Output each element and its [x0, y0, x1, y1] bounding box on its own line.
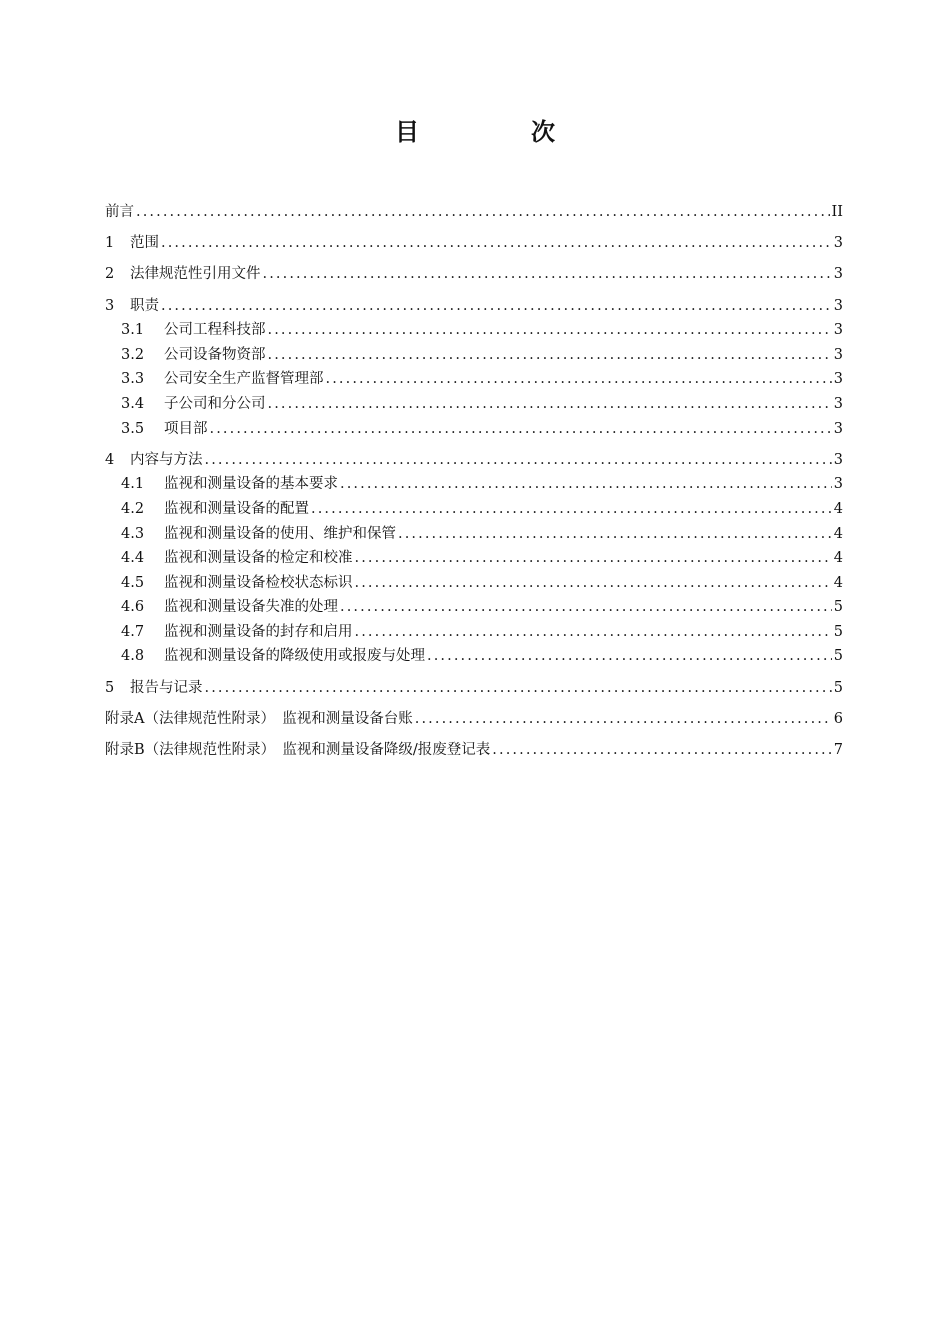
toc-entry-page: 3	[833, 420, 843, 437]
dot-leader	[340, 472, 832, 497]
dot-leader	[136, 200, 830, 225]
toc-entry-number: 4.6	[121, 599, 145, 616]
toc-entry-3-1[interactable]	[105, 318, 843, 343]
page-title: 目 次	[395, 118, 599, 146]
dot-leader	[161, 294, 832, 319]
toc-entry-title: 公司工程科技部	[164, 322, 266, 339]
toc-entry-4-5[interactable]	[105, 571, 843, 596]
toc-entry-number: 3.3	[121, 371, 145, 388]
toc-entry-number: 3.2	[121, 346, 145, 363]
toc-entry-page: 6	[833, 710, 843, 727]
toc-entry-page: 3	[833, 476, 843, 493]
toc-entry-4-7[interactable]	[105, 620, 843, 645]
toc-entry-title: 监视和测量设备检校状态标识	[164, 574, 353, 591]
toc-entry-3[interactable]	[105, 294, 843, 319]
toc-entry-page: 4	[833, 500, 843, 517]
toc-entry-number: 3.1	[121, 322, 145, 339]
dot-leader	[205, 676, 832, 701]
toc-entry-5[interactable]	[105, 676, 843, 701]
toc-entry-page: 5	[833, 679, 843, 696]
toc-entry-title: 项目部	[164, 420, 208, 437]
toc-entry-3-5[interactable]	[105, 417, 843, 442]
toc-entry-number: 4	[105, 451, 115, 468]
toc-entry-number: 1	[105, 235, 115, 252]
toc-entry-number: 4.5	[121, 574, 145, 591]
dot-leader	[427, 644, 832, 669]
toc-entry-page: 3	[833, 235, 843, 252]
toc-entry-3-3[interactable]	[105, 367, 843, 392]
toc-entry-title: 子公司和分公司	[164, 395, 266, 412]
toc-entry-page: 3	[833, 346, 843, 363]
dot-leader	[355, 620, 832, 645]
toc-entry-title: 监视和测量设备的降级使用或报废与处理	[164, 648, 425, 665]
toc-entry-page: 7	[833, 742, 843, 759]
toc-entry-title: 法律规范性引用文件	[130, 266, 261, 283]
toc-entry-title: 监视和测量设备的检定和校准	[164, 550, 353, 567]
toc-entry-4[interactable]	[105, 448, 843, 473]
toc-entry-title: 监视和测量设备的使用、维护和保管	[164, 525, 396, 542]
toc-entry-4-2[interactable]	[105, 497, 843, 522]
dot-leader	[268, 343, 832, 368]
dot-leader	[210, 417, 832, 442]
toc-entry-number: 4.7	[121, 623, 145, 640]
toc-entry-page: 3	[833, 395, 843, 412]
toc-entry-number: 5	[105, 679, 115, 696]
toc-entry-4-8[interactable]	[105, 644, 843, 669]
dot-leader	[268, 318, 832, 343]
toc-entry-4-6[interactable]	[105, 595, 843, 620]
toc-entry-title: 附录B（法律规范性附录） 监视和测量设备降级/报废登记表	[105, 742, 491, 759]
toc-entry-4-3[interactable]	[105, 522, 843, 547]
toc-entry-preface[interactable]	[105, 200, 843, 225]
toc-entry-number: 4.1	[121, 476, 145, 493]
toc-entry-number: 2	[105, 266, 115, 283]
dot-leader	[205, 448, 832, 473]
toc-entry-page: II	[831, 204, 843, 220]
toc-entry-page: 5	[833, 599, 843, 616]
toc-entry-page: 3	[833, 451, 843, 468]
toc-entry-page: 3	[833, 297, 843, 314]
toc-entry-appendix-a[interactable]	[105, 707, 843, 732]
toc-entry-4-4[interactable]	[105, 546, 843, 571]
toc-entry-number: 3	[105, 297, 115, 314]
dot-leader	[355, 571, 832, 596]
dot-leader	[268, 392, 832, 417]
toc-entry-title: 监视和测量设备失准的处理	[164, 599, 338, 616]
toc-entry-3-2[interactable]	[105, 343, 843, 368]
dot-leader	[398, 522, 832, 547]
dot-leader	[355, 546, 832, 571]
toc-entry-title: 内容与方法	[130, 451, 203, 468]
dot-leader	[492, 738, 831, 763]
toc-entry-title: 监视和测量设备的基本要求	[164, 476, 338, 493]
toc-entry-title: 附录A（法律规范性附录） 监视和测量设备台账	[105, 710, 413, 727]
toc-entry-1[interactable]	[105, 231, 843, 256]
dot-leader	[415, 707, 832, 732]
toc-entry-page: 4	[833, 550, 843, 567]
toc-entry-number: 4.3	[121, 525, 145, 542]
toc-entry-title: 监视和测量设备的封存和启用	[164, 623, 353, 640]
toc-entry-title: 报告与记录	[130, 679, 203, 696]
toc-entry-number: 4.8	[121, 648, 145, 665]
toc-entry-page: 3	[833, 266, 843, 283]
toc-entry-3-4[interactable]	[105, 392, 843, 417]
toc-entry-2[interactable]	[105, 262, 843, 287]
toc-entry-4-1[interactable]	[105, 472, 843, 497]
dot-leader	[311, 497, 832, 522]
toc-entry-title: 公司安全生产监督管理部	[164, 371, 324, 388]
toc-entry-title: 前言	[105, 204, 134, 220]
dot-leader	[326, 367, 832, 392]
toc-entry-page: 4	[833, 525, 843, 542]
dot-leader	[161, 231, 832, 256]
toc-entry-number: 3.5	[121, 420, 145, 437]
toc-entry-title: 范围	[130, 235, 159, 252]
toc-entry-number: 4.4	[121, 550, 145, 567]
toc-entry-page: 3	[833, 371, 843, 388]
toc-entry-title: 监视和测量设备的配置	[164, 500, 309, 517]
toc-entry-page: 4	[833, 574, 843, 591]
toc-entry-page: 5	[833, 623, 843, 640]
toc-entry-number: 3.4	[121, 395, 145, 412]
toc-entry-title: 职责	[130, 297, 159, 314]
dot-leader	[263, 262, 832, 287]
toc-entry-appendix-b[interactable]	[105, 738, 843, 763]
toc-entry-title: 公司设备物资部	[164, 346, 266, 363]
dot-leader	[340, 595, 832, 620]
toc-entry-number: 4.2	[121, 500, 145, 517]
toc-entry-page: 5	[833, 648, 843, 665]
table-of-contents	[105, 200, 843, 763]
toc-entry-page: 3	[833, 322, 843, 339]
